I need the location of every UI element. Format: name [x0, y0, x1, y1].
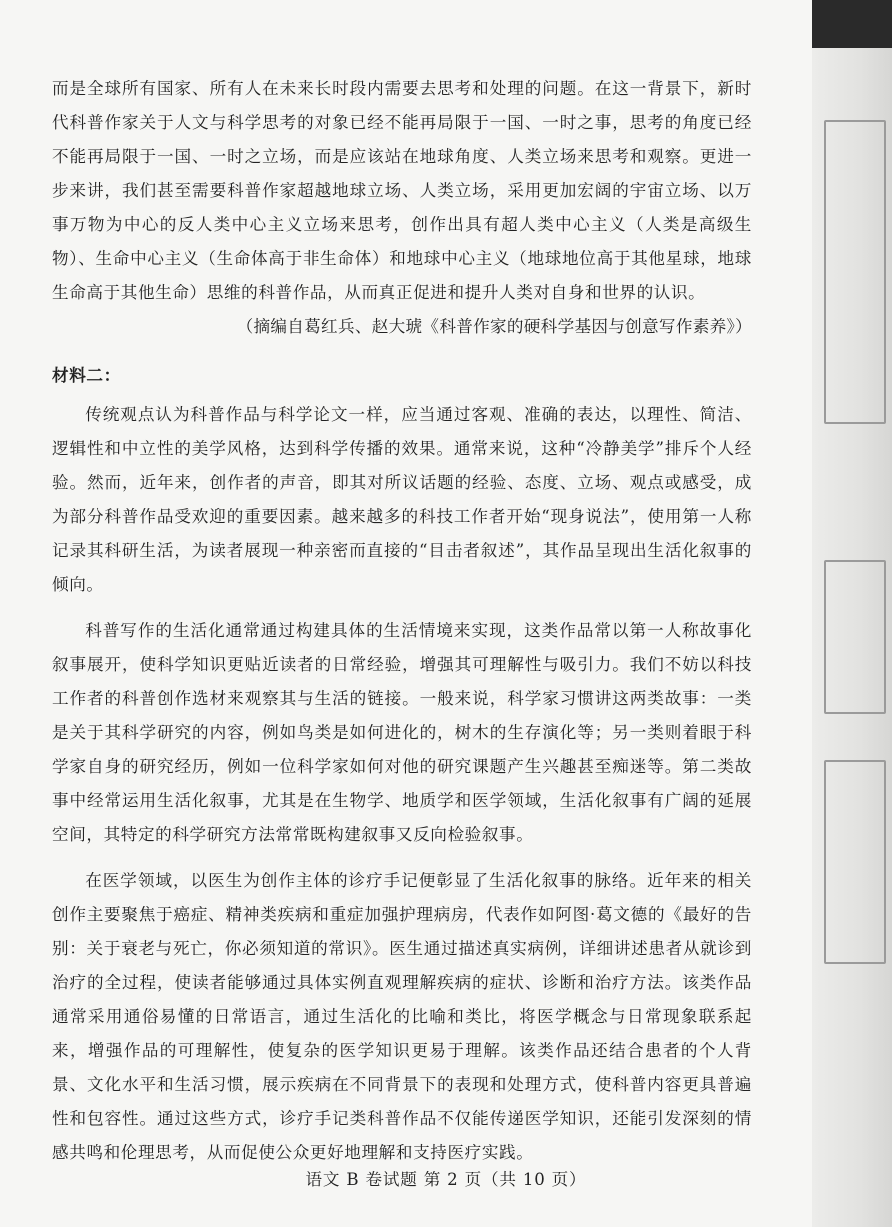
edge-frame-mark [824, 120, 886, 424]
edge-frame-mark [824, 760, 886, 964]
material-heading: 材料二： [52, 365, 121, 385]
edge-frame-mark [824, 560, 886, 714]
adjacent-page-edge [812, 0, 892, 1227]
paragraph: 传统观点认为科普作品与科学论文一样，应当通过客观、准确的表达，以理性、简洁、逻辑性和中立性的美学风格，达到科学传播的效果。通常来说，这种“冷静美学”排斥个人经验。然而，近年来，创作者的声音，即其对所议话题的经验、态度、立场、观点或感受，成为部分科普作品受欢迎的重要因素。越来越多的科技工作者开始“现身说法”，使用第一人称记录其科研生活，为读者展现一种亲密而直接的“目击者叙述”，其作品呈现出生活化叙事的倾向。 [52, 405, 752, 594]
page-footer: 语文 B 卷试题 第 2 页（共 10 页） [305, 1170, 587, 1189]
main-text [52, 72, 752, 1170]
source-citation: （摘编自葛红兵、赵大琥《科普作家的硬科学基因与创意写作素养》） [236, 317, 752, 336]
page-edge-dark-strip [812, 0, 892, 48]
paragraph: 在医学领域，以医生为创作主体的诊疗手记便彰显了生活化叙事的脉络。近年来的相关创作主要聚焦于癌症、精神类疾病和重症加强护理病房，代表作如阿图·葛文德的《最好的告别：关于衰老与死亡，你必须知道的常识》。医生通过描述真实病例，详细讲述患者从就诊到治疗的全过程，使读者能够通过具体实例直观理解疾病的症状、诊断和治疗方法。该类作品通常采用通俗易懂的日常语言，通过生活化的比喻和类比，将医学概念与日常现象联系起来，增强作品的可理解性，使复杂的医学知识更易于理解。该类作品还结合患者的个人背景、文化水平和生活习惯，展示疾病在不同背景下的表现和处理方式，使科普内容更具普遍性和包容性。通过这些方式，诊疗手记类科普作品不仅能传递医学知识，还能引发深刻的情感共鸣和伦理思考，从而促使公众更好地理解和支持医疗实践。 [52, 871, 752, 1162]
paragraph: 科普写作的生活化通常通过构建具体的生活情境来实现，这类作品常以第一人称故事化叙事展开，使科学知识更贴近读者的日常经验，增强其可理解性与吸引力。我们不妨以科技工作者的科普创作选材来观察其与生活的链接。一般来说，科学家习惯讲这两类故事：一类是关于其科学研究的内容，例如鸟类是如何进化的，树木的生存演化等；另一类则着眼于科学家自身的研究经历，例如一位科学家如何对他的研究课题产生兴趣甚至痴迷等。第二类故事中经常运用生活化叙事，尤其是在生物学、地质学和医学领域，生活化叙事有广阔的延展空间，其特定的科学研究方法常常既构建叙事又反向检验叙事。 [52, 621, 752, 844]
paragraph: 而是全球所有国家、所有人在未来长时段内需要去思考和处理的问题。在这一背景下，新时代科普作家关于人文与科学思考的对象已经不能再局限于一国、一时之事，思考的角度已经不能再局限于一国、一时之立场，而是应该站在地球角度、人类立场来思考和观察。更进一步来讲，我们甚至需要科普作家超越地球立场、人类立场，采用更加宏阔的宇宙立场、以万事万物为中心的反人类中心主义立场来思考，创作出具有超人类中心主义（人类是高级生物）、生命中心主义（生命体高于非生命体）和地球中心主义（地球地位高于其他星球，地球生命高于其他生命）思维的科普作品，从而真正促进和提升人类对自身和世界的认识。 [52, 79, 752, 302]
